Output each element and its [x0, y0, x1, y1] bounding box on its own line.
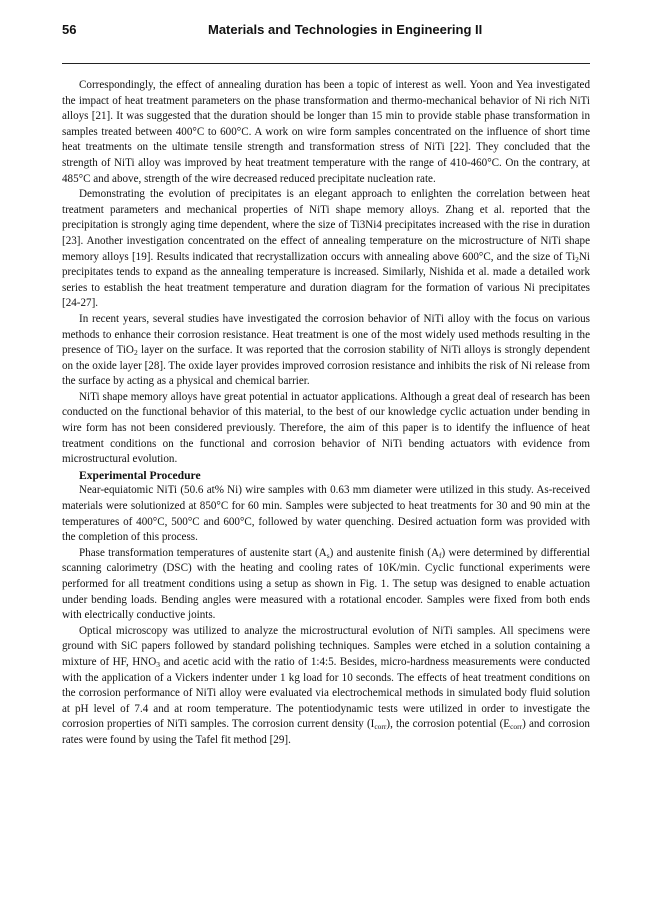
paragraph: Optical microscopy was utilized to analyze the microstructural evolution of NiTi samples. All specimens were ground with SiC papers followed by standard polishing techniques. Samples were etched in a solution containing a mixture of HF, $HNO_3$ and acetic acid with the ratio of 1:4:5. Besides, micro-hardness measurements were conducted with the application of a Vickers indenter under 1 kg load for 10 seconds. The effects of heat treatment conditions on the corrosion performance of NiTi alloy were evaluated via electrochemical methods in simulated body fluid solution at pH level of 7.4 and at room temperature. The potentiodynamic tests were utilized in order to investigate the corrosion properties of NiTi samples. The corrosion current density $(I_{corr})$, the corrosion potential $(E_{corr})$ and corrosion rates were found by using the Tafel fit method [29]. [62, 624, 591, 746]
page-header [62, 22, 590, 42]
running-title: Materials and Technologies in Engineering II [208, 22, 483, 37]
paragraph: Correspondingly, the effect of annealing duration has been a topic of interest as well. Yoon and Yea investigated the impact of heat treatment parameters on the phase transformation and thermo-mechanical behavior of Ni rich NiTi alloys [21]. It was suggested that the duration should be longer than 15 min to provide stable phase transformation in samples treated between 400°C to 600°C. A work on wire form samples concentrated on the influence of short time heat treatments on the ultimate tensile strength and transformation stress of NiTi [22]. They concluded that the strength of NiTi alloy was improved by heat treatment temperature with the range of 410-460°C. On the contrary, at 485°C and above, strength of the wire decreased reduced precipitate nucleation rate. [62, 79, 590, 185]
paragraph: Phase transformation temperatures of austenite start $(A_s)$ and austenite finish $(A_f)$ were determined by differential scanning calorimetry (DSC) with the heating and cooling rates of 10K/min. Cyclic functional experiments were performed for all treatment conditions using a setup as shown in Fig. 1. The setup was designed to enable actuation under bending loads. Bending angles were measured with a rotational encoder. Samples were fixed from both ends with electrically conductive joints. [62, 546, 590, 622]
section-heading: Experimental Procedure [79, 468, 201, 482]
header-rule [62, 63, 590, 64]
body-text [62, 78, 590, 749]
page-number: 56 [62, 22, 77, 37]
paragraph: Demonstrating the evolution of precipitates is an elegant approach to enlighten the correlation between heat treatment parameters and mechanical properties of NiTi shape memory alloys. Zhang et al. reported that the precipitation is strongly aging time dependent, where the size of Ti3Ni4 precipitates increased with the rise in duration [23]. Another investigation concentrated on the effect of annealing temperature on the microstructure of NiTi shape memory alloys [19]. Results indicated that recrystallization occurs with annealing above 600°C, and the size of $Ti_2Ni$ precipitates tends to expand as the annealing temperature is increased. Similarly, Nishida et al. made a detailed work series to establish the heat treatment temperature and duration diagram for the formation of various Ni precipitates [24-27]. [62, 188, 590, 310]
paragraph: In recent years, several studies have investigated the corrosion behavior of NiTi alloy with the focus on various methods to enhance their corrosion resistance. Heat treatment is one of the most widely used methods resulting in the presence of TiO$_2$ layer on the surface. It was reported that the corrosion stability of NiTi alloys is strongly dependent on the oxide layer [28]. The oxide layer provides improved corrosion resistance and inhibits the risk of Ni release from the surface by acting as a physical and chemical barrier. [62, 312, 590, 388]
paragraph: NiTi shape memory alloys have great potential in actuator applications. Although a great deal of research has been conducted on the functional behavior of this material, to the best of our knowledge cyclic actuation under bending in wire form has not been considered previously. Therefore, the aim of this paper is to identify the influence of heat treatment conditions on the functional and corrosion behavior of NiTi bending actuators with evidence from microstructural evolution. [62, 390, 590, 466]
paragraph: Near-equiatomic NiTi (50.6 at% Ni) wire samples with 0.63 mm diameter were utilized in this study. As-received materials were solutionized at 850°C for 60 min. Samples were subjected to heat treatments for 30 and 90 min at the temperatures of 400°C, 500°C and 600°C, followed by water quenching. Desired actuation form was provided with the completion of this process. [62, 484, 590, 544]
